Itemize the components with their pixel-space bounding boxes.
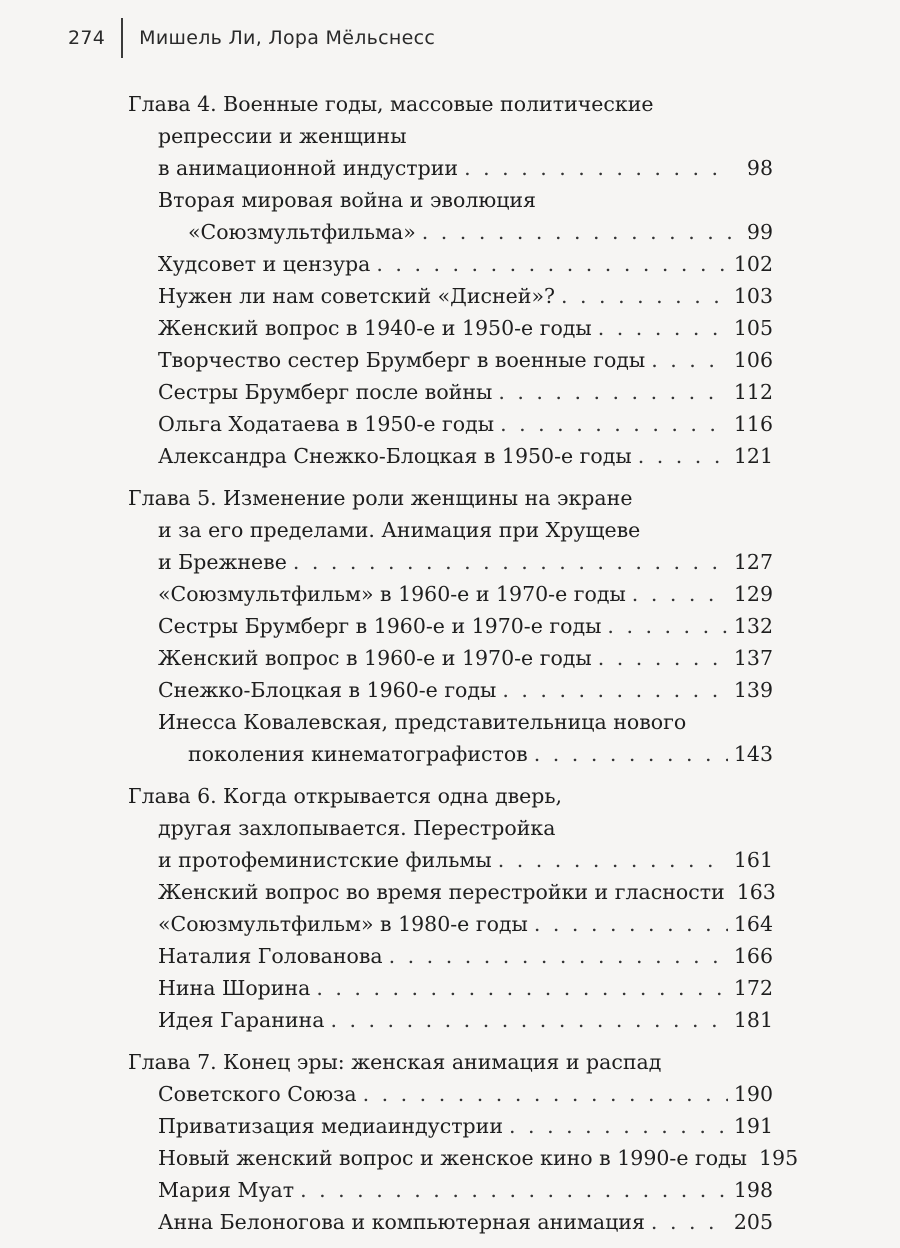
entry-page-number: 181 xyxy=(733,1008,773,1032)
entry-text: Глава 7. Конец эры: женская анимация и распад xyxy=(128,1050,662,1074)
entry-page-number: 127 xyxy=(733,550,773,574)
chapter-title-line xyxy=(128,812,773,844)
chapter-title-line xyxy=(128,546,773,578)
entry-text: Сестры Брумберг после войны xyxy=(158,380,493,404)
entry-text: Творчество сестер Брумберг в военные годы xyxy=(158,348,646,372)
entry-text: и Брежневе xyxy=(158,550,287,574)
entry-page-number: 106 xyxy=(733,348,773,372)
entry-text: Женский вопрос в 1940-е и 1950-е годы xyxy=(158,316,592,340)
entry-text: «Союзмультфильма» xyxy=(188,220,416,244)
entry-text: Нина Шорина xyxy=(158,976,311,1000)
entry-text: Худсовет и цензура xyxy=(158,252,371,276)
chapter-title-line xyxy=(128,482,773,514)
entry-page-number: 103 xyxy=(733,284,773,308)
entry-page-number: 98 xyxy=(746,156,773,180)
section-entry-line xyxy=(128,280,773,312)
entry-page-number: 99 xyxy=(746,220,773,244)
header-divider xyxy=(121,18,123,58)
chapter-block xyxy=(128,482,773,770)
entry-page-number: 190 xyxy=(733,1082,773,1106)
chapter-block xyxy=(128,88,773,472)
section-entry-line xyxy=(128,578,773,610)
entry-text: Анна Белоногова и компьютерная анимация xyxy=(158,1210,645,1234)
entry-page-number: 195 xyxy=(759,1146,799,1170)
section-entry-line xyxy=(128,1206,773,1238)
section-entry-line xyxy=(128,610,773,642)
leader-dots xyxy=(598,312,728,344)
section-entry-line xyxy=(128,1110,773,1142)
entry-text: Мария Муат xyxy=(158,1178,295,1202)
leader-dots xyxy=(330,1004,727,1036)
entry-text: Советского Союза xyxy=(158,1082,357,1106)
entry-text: Сестры Брумберг в 1960-е и 1970-е годы xyxy=(158,614,602,638)
chapter-title-line xyxy=(128,152,773,184)
entry-page-number: 139 xyxy=(733,678,773,702)
entry-text: Нужен ли нам советский «Дисней»? xyxy=(158,284,555,308)
entry-text: Глава 5. Изменение роли женщины на экране xyxy=(128,486,633,510)
entry-page-number: 163 xyxy=(736,880,776,904)
entry-page-number: 137 xyxy=(733,646,773,670)
entry-text: Женский вопрос во время перестройки и гласности xyxy=(158,880,725,904)
entry-page-number: 105 xyxy=(733,316,773,340)
entry-page-number: 129 xyxy=(733,582,773,606)
leader-dots xyxy=(389,940,728,972)
running-header xyxy=(68,18,435,58)
entry-page-number: 121 xyxy=(733,444,773,468)
section-entry-line xyxy=(128,706,773,738)
section-entry-line xyxy=(128,216,773,248)
leader-dots xyxy=(607,610,727,642)
leader-dots xyxy=(464,152,731,184)
leader-dots xyxy=(509,1110,728,1142)
leader-dots xyxy=(422,216,731,248)
entry-page-number: 172 xyxy=(733,976,773,1000)
entry-page-number: 205 xyxy=(733,1210,773,1234)
section-entry-line xyxy=(128,876,776,908)
section-entry-line xyxy=(128,1174,773,1206)
entry-text: Ольга Ходатаева в 1950-е годы xyxy=(158,412,495,436)
section-entry-line xyxy=(128,738,773,770)
entry-text: Инесса Ковалевская, представительница нового xyxy=(158,710,687,734)
leader-dots xyxy=(376,248,727,280)
leader-dots xyxy=(316,972,728,1004)
leader-dots xyxy=(534,908,728,940)
section-entry-line xyxy=(128,972,773,1004)
leader-dots xyxy=(300,1174,728,1206)
entry-page-number: 166 xyxy=(733,944,773,968)
chapter-title-line xyxy=(128,844,773,876)
section-entry-line xyxy=(128,312,773,344)
header-authors: Мишель Ли, Лора Мёльснесс xyxy=(139,27,436,49)
section-entry-line xyxy=(128,376,773,408)
entry-page-number: 102 xyxy=(733,252,773,276)
entry-text: в анимационной индустрии xyxy=(158,156,459,180)
chapter-title-line xyxy=(128,514,773,546)
entry-page-number: 143 xyxy=(733,742,773,766)
entry-text: другая захлопывается. Перестройка xyxy=(158,816,556,840)
leader-dots xyxy=(534,738,728,770)
leader-dots xyxy=(598,642,728,674)
entry-text: «Союзмультфильм» в 1960-е и 1970-е годы xyxy=(158,582,626,606)
section-entry-line xyxy=(128,642,773,674)
chapter-title-line xyxy=(128,1078,773,1110)
entry-text: Новый женский вопрос и женское кино в 1990-е годы xyxy=(158,1146,747,1170)
leader-dots xyxy=(498,376,728,408)
leader-dots xyxy=(500,408,728,440)
entry-text: и за его пределами. Анимация при Хрущеве xyxy=(158,518,641,542)
entry-text: Наталия Голованова xyxy=(158,944,383,968)
entry-text: Глава 6. Когда открывается одна дверь, xyxy=(128,784,563,808)
section-entry-line xyxy=(128,440,773,472)
entry-text: Вторая мировая война и эволюция xyxy=(158,188,536,212)
entry-page-number: 161 xyxy=(733,848,773,872)
entry-text: «Союзмультфильм» в 1980-е годы xyxy=(158,912,528,936)
entry-page-number: 198 xyxy=(733,1178,773,1202)
chapter-title-line xyxy=(128,1046,773,1078)
section-entry-line xyxy=(128,940,773,972)
leader-dots xyxy=(651,344,728,376)
leader-dots xyxy=(502,674,728,706)
entry-page-number: 116 xyxy=(733,412,773,436)
entry-page-number: 112 xyxy=(733,380,773,404)
entry-text: репрессии и женщины xyxy=(158,124,407,148)
entry-text: Александра Снежко-Блоцкая в 1950-е годы xyxy=(158,444,632,468)
chapter-title-line xyxy=(128,780,773,812)
leader-dots xyxy=(363,1078,728,1110)
entry-text: Снежко-Блоцкая в 1960-е годы xyxy=(158,678,497,702)
entry-text: Глава 4. Военные годы, массовые политические xyxy=(128,92,654,116)
entry-page-number: 164 xyxy=(733,912,773,936)
section-entry-line xyxy=(128,344,773,376)
entry-text: Женский вопрос в 1960-е и 1970-е годы xyxy=(158,646,592,670)
entry-page-number: 132 xyxy=(733,614,773,638)
chapter-title-line xyxy=(128,120,773,152)
entry-page-number: 191 xyxy=(733,1114,773,1138)
page-number: 274 xyxy=(68,27,106,49)
section-entry-line xyxy=(128,248,773,280)
section-entry-line xyxy=(128,1142,799,1174)
section-entry-line xyxy=(128,184,773,216)
section-entry-line xyxy=(128,408,773,440)
entry-text: поколения кинематографистов xyxy=(188,742,528,766)
entry-text: Идея Гаранина xyxy=(158,1008,325,1032)
leader-dots xyxy=(561,280,728,312)
entry-text: Приватизация медиаиндустрии xyxy=(158,1114,503,1138)
chapter-block xyxy=(128,780,776,1036)
leader-dots xyxy=(651,1206,728,1238)
section-entry-line xyxy=(128,908,773,940)
chapter-block xyxy=(128,1046,799,1238)
leader-dots xyxy=(498,844,728,876)
entry-text: и протофеминистские фильмы xyxy=(158,848,492,872)
leader-dots xyxy=(293,546,728,578)
section-entry-line xyxy=(128,674,773,706)
section-entry-line xyxy=(128,1004,773,1036)
chapter-title-line xyxy=(128,88,773,120)
leader-dots xyxy=(638,440,728,472)
leader-dots xyxy=(632,578,728,610)
table-of-contents xyxy=(128,88,799,1248)
